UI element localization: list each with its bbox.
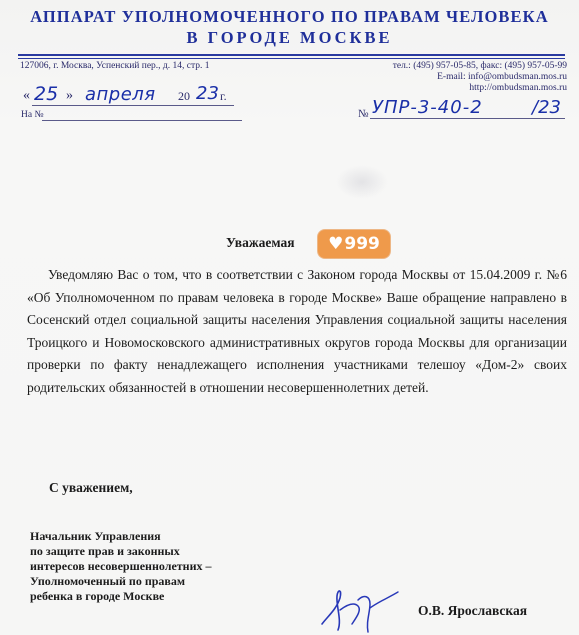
letter-body-paragraph: Уведомляю Вас о том, что в соответствии с Законом города Москвы от 15.04.2009 г. №6 «Об Уполномоченном по правам человека в городе Москве» Ваше обращение направлено в Сосенский отдел социальной защиты населения Управления социальной защиты населения Троицкого и Новомосковского административных округов города Москвы для организации проверки по факту ненадлежащего исполнения участниками телешоу «Дом-2» своих родительских обязанностей в отношении несовершеннолетних детей. xyxy=(27,267,567,395)
date-quote-open: « xyxy=(23,88,30,103)
reference-number xyxy=(358,96,568,122)
letterhead-title xyxy=(0,6,579,48)
date-day: 25 xyxy=(34,83,59,105)
reference-number-value: УПР-3-40-2 xyxy=(372,97,483,118)
signer-name: О.В. Ярославская xyxy=(418,603,528,618)
closing-phrase: С уважением, xyxy=(49,480,133,495)
signer-title-line: ребенка в городе Москве xyxy=(30,589,165,603)
date-underline xyxy=(32,105,234,106)
letterhead-phone: тел.: (495) 957-05-85, факс: (495) 957-05-99 xyxy=(392,61,567,71)
letterhead-divider-thin xyxy=(18,58,565,59)
reference-number-suffix: /23 xyxy=(532,97,561,118)
date-year: 23 xyxy=(196,83,219,104)
letterhead-title-line1: АППАРАТ УПОЛНОМОЧЕННОГО ПО ПРАВАМ ЧЕЛОВЕКА xyxy=(30,7,549,26)
letter-date xyxy=(20,83,250,106)
stamp-smudge xyxy=(336,165,388,199)
date-year-suffix: г. xyxy=(220,89,227,103)
letterhead-title-line2: В ГОРОДЕ МОСКВЕ xyxy=(186,28,393,47)
incoming-number-label: На № xyxy=(21,110,44,120)
heart-icon: ♥ xyxy=(328,234,344,254)
reference-number-underline xyxy=(370,118,565,119)
letterhead-divider xyxy=(18,54,565,56)
date-quote-close: » xyxy=(66,88,73,103)
letterhead-address: 127006, г. Москва, Успенский пер., д. 14, стр. 1 xyxy=(20,61,210,71)
incoming-number-underline xyxy=(42,120,242,121)
handwritten-signature xyxy=(318,580,408,635)
signer-title-line: Уполномоченный по правам xyxy=(30,574,186,588)
letterhead-website: http://ombudsman.mos.ru xyxy=(469,83,567,93)
redaction-sticker xyxy=(318,230,390,258)
redaction-sticker-text: 999 xyxy=(344,234,380,254)
signer-title xyxy=(30,529,212,604)
letterhead-contacts xyxy=(393,61,567,94)
letterhead-email: E-mail: info@ombudsman.mos.ru xyxy=(437,72,567,82)
greeting: Уважаемая xyxy=(226,235,295,250)
reference-number-sign: № xyxy=(358,108,369,120)
date-month: апреля xyxy=(85,84,156,105)
signer-title-line: интересов несовершеннолетних – xyxy=(30,559,212,573)
signer-title-line: по защите прав и законных xyxy=(30,544,180,558)
date-year-prefix: 20 xyxy=(178,89,190,103)
signer-title-line: Начальник Управления xyxy=(30,529,161,543)
